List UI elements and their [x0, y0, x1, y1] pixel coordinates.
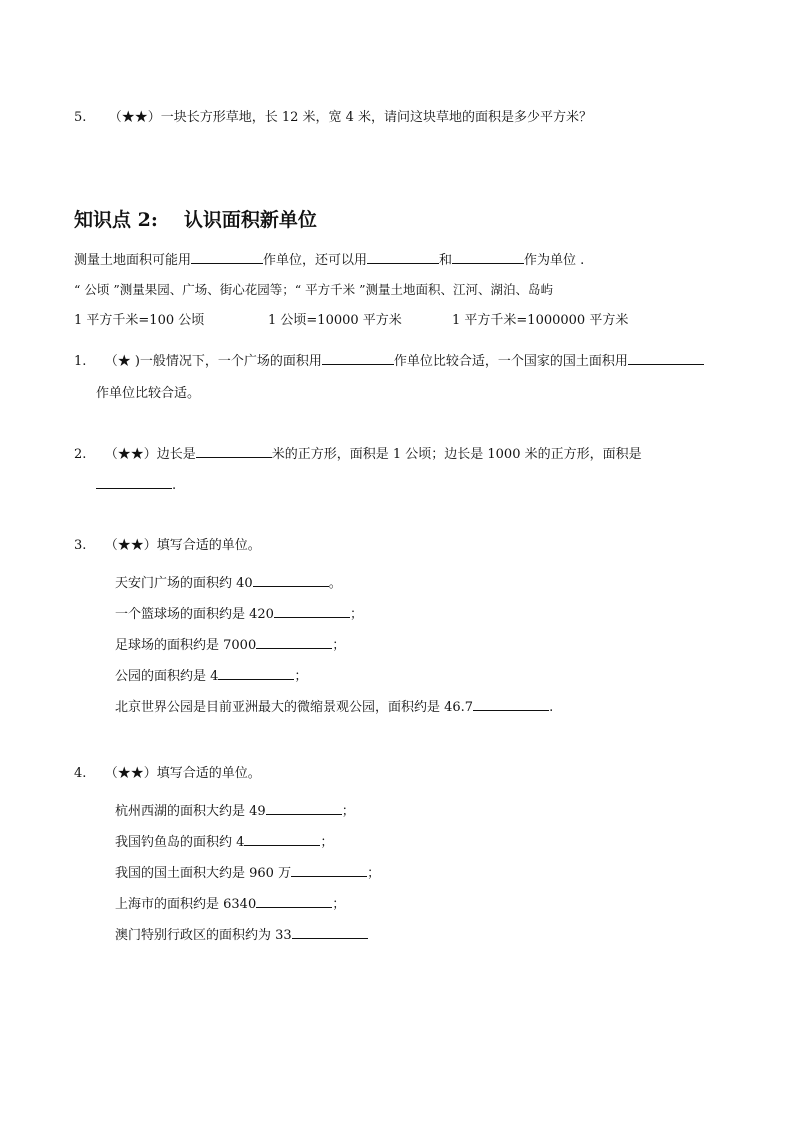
line-end: ； — [367, 866, 381, 881]
q3-item — [115, 665, 307, 686]
line-end: ； — [320, 835, 334, 850]
unit-conversion: 1 公顷=10000 平方米 — [268, 313, 402, 328]
q4-item — [115, 893, 345, 914]
question-title: 填写合适的单位。 — [156, 766, 261, 781]
intro-text: 测量土地面积可能用 — [74, 253, 192, 268]
question-number: 2. — [74, 447, 87, 462]
q4-item — [115, 831, 333, 852]
answer-blank[interactable] — [291, 862, 367, 877]
answer-blank[interactable] — [292, 924, 368, 939]
q3-item — [115, 696, 553, 717]
difficulty-stars: （★ ) — [104, 354, 140, 369]
line-end: ； — [294, 669, 308, 684]
item-text: 一个篮球场的面积约是 420 — [115, 607, 274, 622]
question-4 — [74, 765, 261, 783]
intro-text: “ 公顷 ”测量果园、广场、街心花园等；“ 平方千米 ”测量土地面积、江河、湖泊、岛屿 — [74, 282, 553, 297]
answer-blank[interactable] — [218, 665, 294, 680]
question-3 — [74, 537, 261, 555]
line-end: ； — [332, 897, 346, 912]
intro-line-3 — [74, 312, 204, 330]
item-text: 上海市的面积约是 6340 — [115, 897, 257, 912]
section-heading — [74, 208, 317, 232]
answer-blank[interactable] — [96, 474, 172, 489]
question-2-cont — [96, 474, 176, 495]
answer-blank[interactable] — [473, 696, 549, 711]
question-1 — [74, 350, 704, 371]
question-1-cont — [96, 385, 200, 403]
answer-blank[interactable] — [274, 603, 350, 618]
question-number: 1. — [74, 354, 87, 369]
intro-text: 和 — [439, 253, 453, 268]
item-text: 北京世界公园是目前亚洲最大的微缩景观公园，面积约是 46.7 — [115, 700, 474, 715]
answer-blank[interactable] — [244, 831, 320, 846]
answer-blank[interactable] — [266, 800, 342, 815]
line-end: . — [172, 478, 177, 493]
answer-blank[interactable] — [256, 634, 332, 649]
question-text: 作单位比较合适，一个国家的国土面积用 — [393, 354, 628, 369]
unit-conversion-2 — [268, 312, 402, 330]
question-text: 作单位比较合适。 — [96, 386, 201, 401]
intro-text: 作单位，还可以用 — [263, 253, 368, 268]
intro-text: 作为单位 . — [524, 253, 585, 268]
unit-conversion: 1 平方千米=1000000 平方米 — [452, 313, 629, 328]
answer-blank[interactable] — [256, 893, 332, 908]
question-text: 一般情况下，一个广场的面积用 — [139, 354, 322, 369]
line-end: ； — [341, 804, 355, 819]
answer-blank[interactable] — [253, 572, 329, 587]
question-number: 3. — [74, 538, 87, 553]
item-text: 我国的国土面积大约是 960 万 — [115, 866, 292, 881]
intro-line-1 — [74, 249, 584, 270]
line-end: 。 — [328, 576, 342, 591]
q3-item — [115, 603, 363, 624]
answer-blank[interactable] — [191, 249, 263, 264]
q3-item — [115, 634, 345, 655]
section-title: 认识面积新单位 — [183, 209, 317, 231]
line-end: ； — [332, 638, 346, 653]
q3-item — [115, 572, 342, 593]
question-number: 4. — [74, 766, 87, 781]
question-2 — [74, 443, 642, 464]
question-5 — [74, 109, 592, 127]
difficulty-stars: （★★） — [108, 110, 161, 125]
answer-blank[interactable] — [628, 350, 704, 365]
q4-item — [115, 924, 368, 945]
question-text: 边长是 — [156, 447, 196, 462]
item-text: 天安门广场的面积约 40 — [115, 576, 253, 591]
unit-conversion: 1 平方千米=100 公顷 — [74, 313, 205, 328]
difficulty-stars: （★★） — [104, 538, 157, 553]
item-text: 公园的面积约是 4 — [115, 669, 219, 684]
difficulty-stars: （★★） — [104, 447, 157, 462]
line-end: . — [549, 700, 554, 715]
line-end: ； — [349, 607, 363, 622]
q4-item — [115, 862, 380, 883]
answer-blank[interactable] — [452, 249, 524, 264]
question-text: 一块长方形草地，长 12 米，宽 4 米，请问这块草地的面积是多少平方米？ — [160, 110, 593, 125]
answer-blank[interactable] — [322, 350, 394, 365]
intro-line-2 — [74, 281, 553, 299]
section-label: 知识点 2: — [74, 209, 158, 231]
item-text: 杭州西湖的面积大约是 49 — [115, 804, 266, 819]
question-text: 米的正方形，面积是 1 公顷；边长是 1000 米的正方形，面积是 — [271, 447, 642, 462]
answer-blank[interactable] — [367, 249, 439, 264]
answer-blank[interactable] — [196, 443, 272, 458]
item-text: 澳门特别行政区的面积约为 33 — [115, 928, 292, 943]
question-title: 填写合适的单位。 — [156, 538, 261, 553]
q4-item — [115, 800, 355, 821]
item-text: 我国钓鱼岛的面积约 4 — [115, 835, 245, 850]
question-number: 5. — [74, 110, 87, 125]
difficulty-stars: （★★） — [104, 766, 157, 781]
unit-conversion-3 — [452, 312, 628, 330]
item-text: 足球场的面积约是 7000 — [115, 638, 257, 653]
